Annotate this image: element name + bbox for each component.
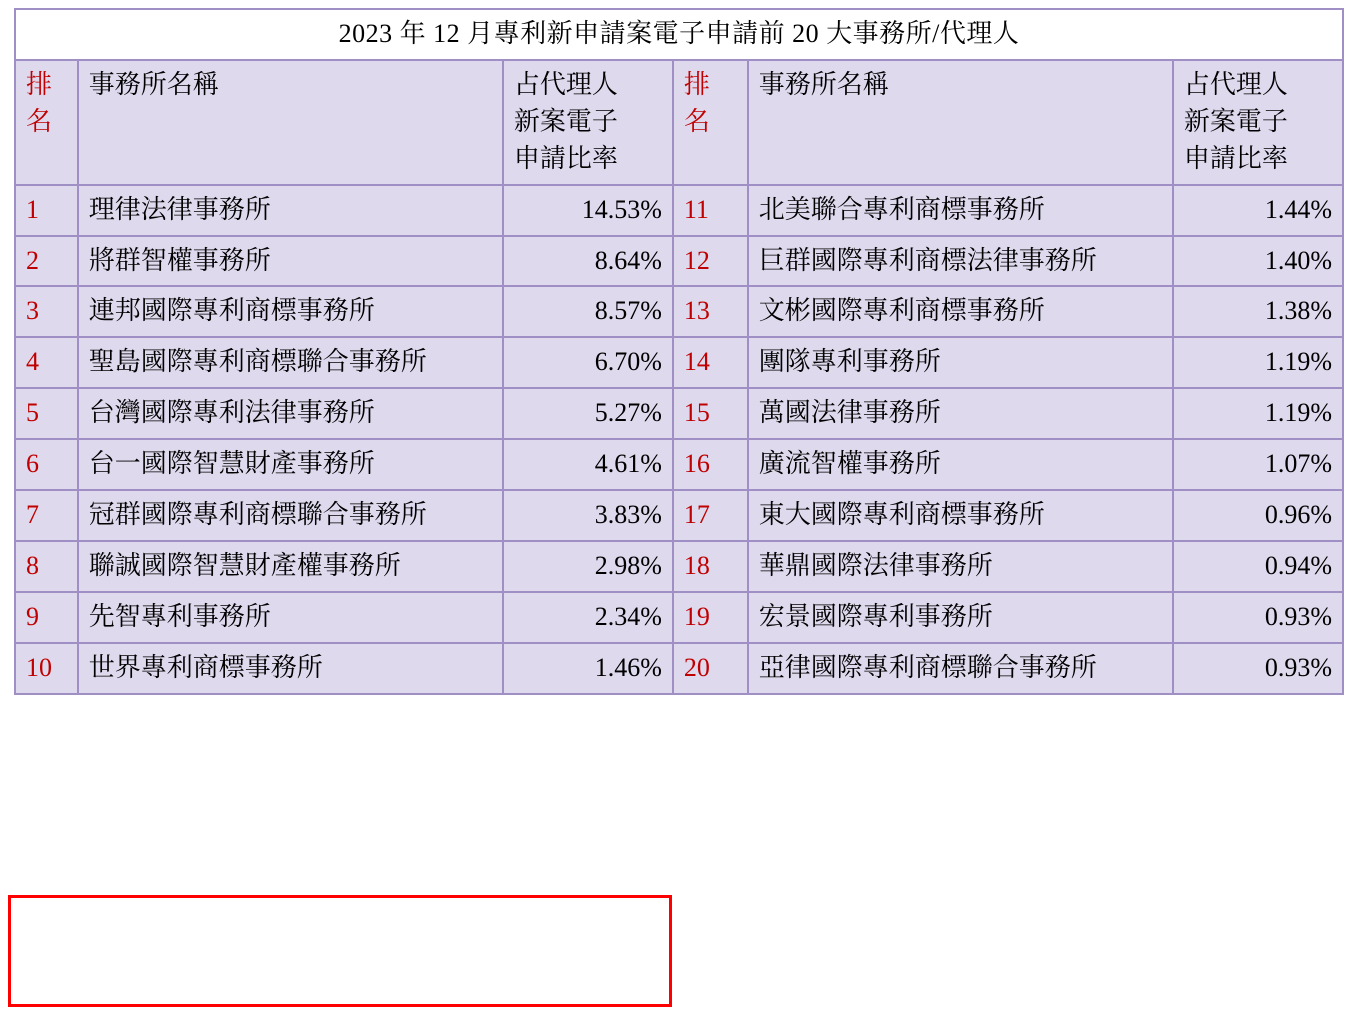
firm-right: 巨群國際專利商標法律事務所 (748, 236, 1173, 287)
ratio-left: 2.34% (503, 592, 673, 643)
firm-left: 連邦國際專利商標事務所 (78, 286, 503, 337)
firm-left: 將群智權事務所 (78, 236, 503, 287)
ratio-right: 1.40% (1173, 236, 1343, 287)
rank-left: 9 (15, 592, 78, 643)
ratio-right: 1.19% (1173, 337, 1343, 388)
header-ratio-right (1173, 60, 1343, 185)
rank-left: 5 (15, 388, 78, 439)
rank-right: 17 (673, 490, 748, 541)
ratio-left: 5.27% (503, 388, 673, 439)
rank-10-highlight-box (8, 895, 672, 1007)
firm-right: 東大國際專利商標事務所 (748, 490, 1173, 541)
ratio-right: 1.07% (1173, 439, 1343, 490)
ratio-right: 1.44% (1173, 185, 1343, 236)
ratio-left: 4.61% (503, 439, 673, 490)
table-row-highlighted (15, 643, 1343, 694)
rank-left: 8 (15, 541, 78, 592)
firm-right: 亞律國際專利商標聯合事務所 (748, 643, 1173, 694)
header-ratio-left-line3: 申請比率 (513, 143, 618, 173)
ratio-right: 0.94% (1173, 541, 1343, 592)
firm-right: 團隊專利事務所 (748, 337, 1173, 388)
header-ratio-right-line2: 新案電子 (1183, 106, 1288, 136)
table-row (15, 337, 1343, 388)
header-firm-left: 事務所名稱 (78, 60, 503, 185)
firm-right: 宏景國際專利事務所 (748, 592, 1173, 643)
firm-left: 先智專利事務所 (78, 592, 503, 643)
firm-left: 台灣國際專利法律事務所 (78, 388, 503, 439)
rank-left: 10 (15, 643, 78, 694)
header-firm-right: 事務所名稱 (748, 60, 1173, 185)
header-rank-right-line1: 排 (683, 69, 710, 99)
ratio-left: 8.64% (503, 236, 673, 287)
rank-left: 7 (15, 490, 78, 541)
ratio-left: 1.46% (503, 643, 673, 694)
table-row (15, 236, 1343, 287)
firm-left: 聖島國際專利商標聯合事務所 (78, 337, 503, 388)
ratio-right: 1.19% (1173, 388, 1343, 439)
page-title: 2023 年 12 月專利新申請案電子申請前 20 大事務所/代理人 (15, 9, 1343, 60)
rank-left: 1 (15, 185, 78, 236)
rank-right: 19 (673, 592, 748, 643)
table-row (15, 388, 1343, 439)
rank-right: 11 (673, 185, 748, 236)
rank-right: 16 (673, 439, 748, 490)
rank-right: 15 (673, 388, 748, 439)
ratio-left: 8.57% (503, 286, 673, 337)
firm-left: 世界專利商標事務所 (78, 643, 503, 694)
header-rank-left (15, 60, 78, 185)
ratio-left: 2.98% (503, 541, 673, 592)
ratio-right: 0.93% (1173, 592, 1343, 643)
header-rank-left-line1: 排 (26, 69, 53, 99)
table-row (15, 490, 1343, 541)
ratio-right: 1.38% (1173, 286, 1343, 337)
table-row (15, 185, 1343, 236)
rank-right: 20 (673, 643, 748, 694)
header-rank-left-line2: 名 (26, 106, 53, 136)
rank-left: 4 (15, 337, 78, 388)
firm-right: 文彬國際專利商標事務所 (748, 286, 1173, 337)
header-ratio-left (503, 60, 673, 185)
header-rank-right (673, 60, 748, 185)
table-row (15, 286, 1343, 337)
rank-right: 12 (673, 236, 748, 287)
ratio-left: 6.70% (503, 337, 673, 388)
firm-left: 冠群國際專利商標聯合事務所 (78, 490, 503, 541)
rank-left: 2 (15, 236, 78, 287)
header-ratio-right-line1: 占代理人 (1183, 69, 1288, 99)
header-ratio-left-line2: 新案電子 (513, 106, 618, 136)
table-row (15, 592, 1343, 643)
rank-left: 3 (15, 286, 78, 337)
ratio-right: 0.96% (1173, 490, 1343, 541)
header-rank-right-line2: 名 (683, 106, 710, 136)
header-ratio-left-line1: 占代理人 (513, 69, 618, 99)
ratio-left: 3.83% (503, 490, 673, 541)
table-header-row (15, 60, 1343, 185)
top20-agents-table (14, 8, 1344, 695)
firm-right: 萬國法律事務所 (748, 388, 1173, 439)
firm-right: 北美聯合專利商標事務所 (748, 185, 1173, 236)
firm-left: 理律法律事務所 (78, 185, 503, 236)
table-row (15, 541, 1343, 592)
firm-left: 聯誠國際智慧財產權事務所 (78, 541, 503, 592)
ratio-left: 14.53% (503, 185, 673, 236)
firm-right: 華鼎國際法律事務所 (748, 541, 1173, 592)
rank-right: 18 (673, 541, 748, 592)
table-row (15, 439, 1343, 490)
rank-left: 6 (15, 439, 78, 490)
ratio-right: 0.93% (1173, 643, 1343, 694)
table-title-row (15, 9, 1343, 60)
header-ratio-right-line3: 申請比率 (1183, 143, 1288, 173)
rank-right: 14 (673, 337, 748, 388)
firm-right: 廣流智權事務所 (748, 439, 1173, 490)
firm-left: 台一國際智慧財產事務所 (78, 439, 503, 490)
rank-right: 13 (673, 286, 748, 337)
